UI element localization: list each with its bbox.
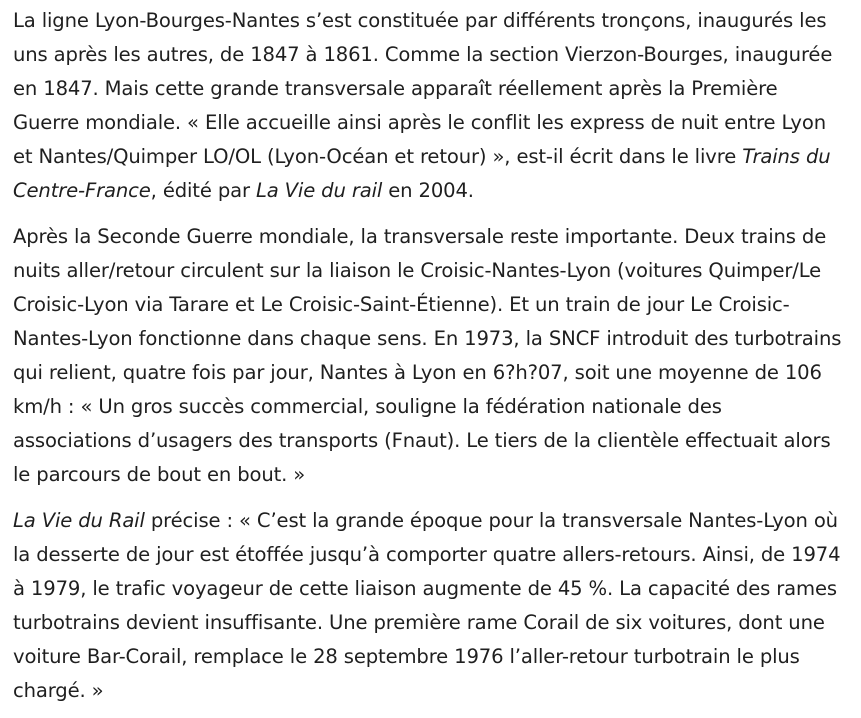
- paragraph-history-text-2: , édité par: [150, 179, 256, 202]
- paragraph-turbotrain-text: précise : « C’est la grande époque pour la transversale Nantes-Lyon où la desserte de jour est étoffée jusqu’à comporter quatre allers-retours. Ainsi, de 1974 à 1979, le trafic voyageur de cette liaison augmente de 45 %. La capacité des rames turbotrains devient insuffisante. Une première rame Corail de six voitures, dont une voiture Bar-Corail, remplace le 28 septembre 1976 l’aller-retour turbotrain le plus chargé. »: [13, 509, 841, 702]
- paragraph-postwar-text: Après la Seconde Guerre mondiale, la transversale reste importante. Deux trains de nuits aller/retour circulent sur la liaison le Croisic-Nantes-Lyon (voitures Quimper/Le Croisic-Lyon via Tarare et Le Croisic-Saint-Étienne). Et un train de jour Le Croisic-Nantes-Lyon fonctionne dans chaque sens. En 1973, la SNCF introduit des turbotrains qui relient, quatre fois par jour, Nantes à Lyon en 6?h?07, soit une moyenne de 106 km/h : « Un gros succès commercial, souligne la fédération nationale des associations d’usagers des transports (Fnaut). Le tiers de la clientèle effectuait alors le parcours de bout en bout. »: [13, 225, 842, 486]
- paragraph-history-text-3: en 2004.: [382, 179, 474, 202]
- publisher-name: La Vie du rail: [255, 179, 383, 202]
- paragraph-turbotrain: [13, 504, 845, 708]
- paragraph-history-text: La ligne Lyon-Bourges-Nantes s’est constituée par différents tronçons, inaugurés les uns après les autres, de 1847 à 1861. Comme la section Vierzon-Bourges, inaugurée en 1847. Mais cette grande transversale apparaît réellement après la Première Guerre mondiale. « Elle accueille ainsi après le conflit les express de nuit entre Lyon et Nantes/Quimper LO/OL (Lyon-Océan et retour) », est-il écrit dans le livre: [13, 9, 833, 168]
- paragraph-postwar: [13, 220, 845, 492]
- source-name: La Vie du Rail: [13, 509, 145, 532]
- book-title: Trains du Centre-France: [13, 145, 831, 202]
- paragraph-history: [13, 4, 845, 208]
